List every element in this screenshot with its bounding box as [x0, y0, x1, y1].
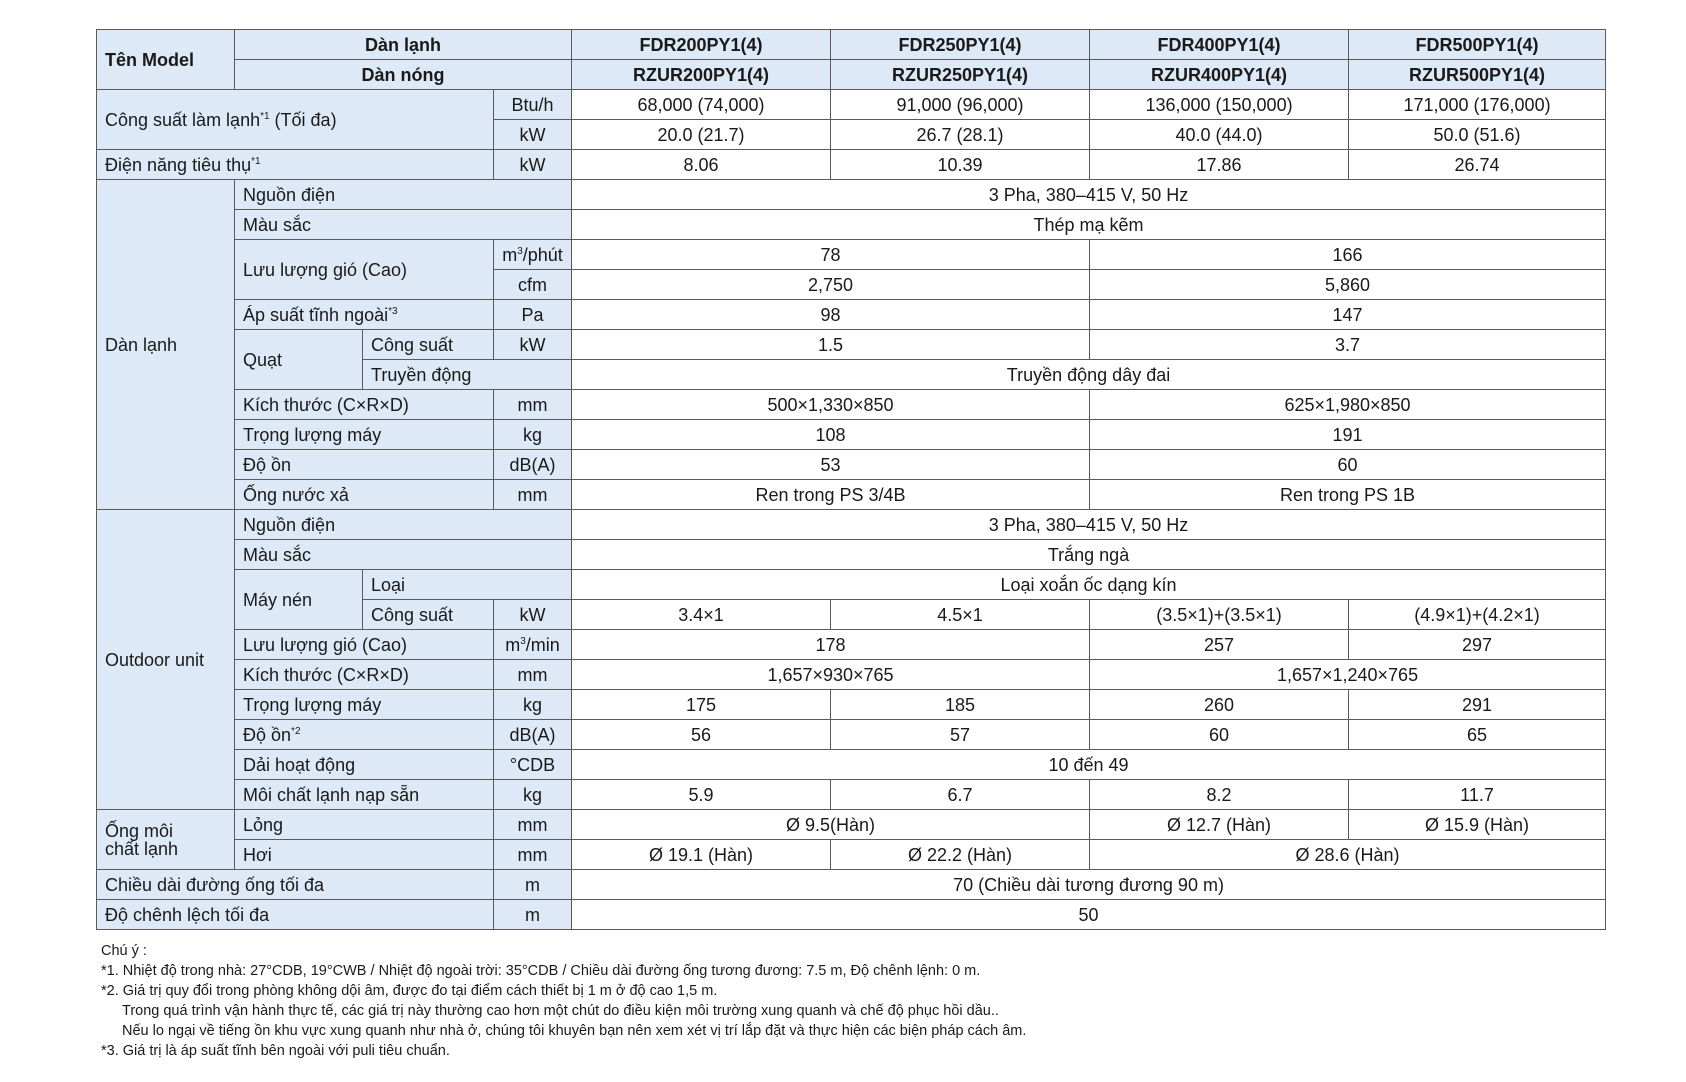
outdoor-power-source-row — [97, 510, 1606, 540]
outdoor-weight-value: 175 — [572, 690, 831, 720]
liquid-pipe-value: Ø 9.5(Hàn) — [572, 810, 1090, 840]
indoor-weight-label: Trọng lượng máy — [235, 420, 494, 450]
spec-table — [96, 29, 1606, 930]
indoor-model-1: FDR200PY1(4) — [572, 30, 831, 60]
max-pipe-length-row — [97, 870, 1606, 900]
outdoor-color-value: Trắng ngà — [572, 540, 1606, 570]
drain-pipe-row — [97, 480, 1606, 510]
max-height-diff-row — [97, 900, 1606, 930]
header-row-indoor — [97, 30, 1606, 60]
max-pipe-length-unit: m — [494, 870, 572, 900]
indoor-model-2: FDR250PY1(4) — [831, 30, 1090, 60]
liquid-pipe-value: Ø 12.7 (Hàn) — [1090, 810, 1349, 840]
indoor-noise-unit: dB(A) — [494, 450, 572, 480]
indoor-noise-value: 60 — [1090, 450, 1606, 480]
outdoor-noise-row — [97, 720, 1606, 750]
drain-pipe-value: Ren trong PS 1B — [1090, 480, 1606, 510]
outdoor-power-source-label: Nguồn điện — [235, 510, 572, 540]
power-consumption-row — [97, 150, 1606, 180]
gas-pipe-row — [97, 840, 1606, 870]
outdoor-weight-label: Trọng lượng máy — [235, 690, 494, 720]
indoor-weight-value: 108 — [572, 420, 1090, 450]
indoor-power-source-value: 3 Pha, 380–415 V, 50 Hz — [572, 180, 1606, 210]
outdoor-unit-header: Dàn nóng — [235, 60, 572, 90]
cooling-btu-value: 91,000 (96,000) — [831, 90, 1090, 120]
outdoor-dimensions-unit: mm — [494, 660, 572, 690]
notes-title: Chú ý : — [101, 943, 147, 959]
power-value: 26.74 — [1349, 150, 1606, 180]
cooling-capacity-row-btu — [97, 90, 1606, 120]
liquid-pipe-unit: mm — [494, 810, 572, 840]
compressor-capacity-value: (4.9×1)+(4.2×1) — [1349, 600, 1606, 630]
compressor-capacity-value: 3.4×1 — [572, 600, 831, 630]
indoor-power-source-row — [97, 180, 1606, 210]
drain-pipe-label: Ống nước xả — [235, 480, 494, 510]
indoor-airflow-row-m3 — [97, 240, 1606, 270]
gas-pipe-value: Ø 22.2 (Hàn) — [831, 840, 1090, 870]
refrigerant-charge-value: 5.9 — [572, 780, 831, 810]
cooling-unit-btu: Btu/h — [494, 90, 572, 120]
indoor-dimensions-value: 500×1,330×850 — [572, 390, 1090, 420]
refrigerant-charge-value: 11.7 — [1349, 780, 1606, 810]
static-pressure-label: Áp suất tĩnh ngoài$^{*3}$ — [235, 300, 494, 330]
outdoor-airflow-value: 297 — [1349, 630, 1606, 660]
outdoor-airflow-value: 257 — [1090, 630, 1349, 660]
refrigerant-charge-row — [97, 780, 1606, 810]
footnotes — [101, 941, 1601, 1061]
outdoor-weight-value: 260 — [1090, 690, 1349, 720]
model-name-header: Tên Model — [97, 30, 235, 90]
liquid-pipe-row — [97, 810, 1606, 840]
indoor-weight-value: 191 — [1090, 420, 1606, 450]
outdoor-airflow-label: Lưu lượng gió (Cao) — [235, 630, 494, 660]
outdoor-noise-label: Độ ồn$^{*2}$ — [235, 720, 494, 750]
static-pressure-row — [97, 300, 1606, 330]
indoor-color-label: Màu sắc — [235, 210, 572, 240]
operating-range-value: 10 đến 49 — [572, 750, 1606, 780]
note-2: *2. Giá trị quy đổi trong phòng không dội âm, được đo tại điểm cách thiết bị 1 m ở độ cao 1,5 m. — [101, 983, 718, 999]
indoor-dimensions-label: Kích thước (C×R×D) — [235, 390, 494, 420]
operating-range-row — [97, 750, 1606, 780]
indoor-noise-label: Độ ồn — [235, 450, 494, 480]
indoor-airflow-cfm-value: 2,750 — [572, 270, 1090, 300]
refrigerant-charge-unit: kg — [494, 780, 572, 810]
outdoor-weight-row — [97, 690, 1606, 720]
gas-pipe-value: Ø 19.1 (Hàn) — [572, 840, 831, 870]
outdoor-color-row — [97, 540, 1606, 570]
outdoor-weight-unit: kg — [494, 690, 572, 720]
indoor-noise-row — [97, 450, 1606, 480]
outdoor-noise-value: 56 — [572, 720, 831, 750]
refrigerant-charge-value: 6.7 — [831, 780, 1090, 810]
outdoor-airflow-row — [97, 630, 1606, 660]
refrigerant-charge-value: 8.2 — [1090, 780, 1349, 810]
indoor-noise-value: 53 — [572, 450, 1090, 480]
note-2-detail-b: Nếu lo ngại về tiếng ồn khu vực xung quanh như nhà ở, chúng tôi khuyên bạn nên xem xét vị trí lắp đặt và thực hiện các biện pháp cách âm. — [122, 1023, 1027, 1039]
drain-pipe-unit: mm — [494, 480, 572, 510]
indoor-power-source-label: Nguồn điện — [235, 180, 572, 210]
max-pipe-length-value: 70 (Chiều dài tương đương 90 m) — [572, 870, 1606, 900]
compressor-label: Máy nén — [235, 570, 363, 630]
indoor-color-row — [97, 210, 1606, 240]
outdoor-model-2: RZUR250PY1(4) — [831, 60, 1090, 90]
outdoor-dimensions-row — [97, 660, 1606, 690]
note-2-detail-a: Trong quá trình vận hành thực tế, các giá trị này thường cao hơn một chút do điều kiện môi trường xung quanh và chế độ phục hồi dầu.. — [122, 1003, 999, 1019]
outdoor-airflow-value: 178 — [572, 630, 1090, 660]
compressor-type-label: Loại — [363, 570, 572, 600]
cooling-kw-value: 26.7 (28.1) — [831, 120, 1090, 150]
fan-capacity-value: 1.5 — [572, 330, 1090, 360]
indoor-model-4: FDR500PY1(4) — [1349, 30, 1606, 60]
gas-pipe-value: Ø 28.6 (Hàn) — [1090, 840, 1606, 870]
outdoor-noise-unit: dB(A) — [494, 720, 572, 750]
power-unit: kW — [494, 150, 572, 180]
indoor-dimensions-row — [97, 390, 1606, 420]
fan-drive-label: Truyền động — [363, 360, 572, 390]
fan-capacity-unit: kW — [494, 330, 572, 360]
outdoor-dimensions-label: Kích thước (C×R×D) — [235, 660, 494, 690]
compressor-capacity-label: Công suất — [363, 600, 494, 630]
outdoor-weight-value: 185 — [831, 690, 1090, 720]
refrigerant-pipe-label: Ống môi chất lạnh — [97, 810, 235, 870]
power-value: 17.86 — [1090, 150, 1349, 180]
cooling-capacity-label: Công suất làm lạnh$^{*1}$ (Tối đa) — [97, 90, 494, 150]
indoor-airflow-cfm-value: 5,860 — [1090, 270, 1606, 300]
indoor-group-label: Dàn lạnh — [97, 180, 235, 510]
indoor-dimensions-unit: mm — [494, 390, 572, 420]
header-row-outdoor — [97, 60, 1606, 90]
max-height-diff-unit: m — [494, 900, 572, 930]
compressor-type-value: Loại xoắn ốc dạng kín — [572, 570, 1606, 600]
fan-label: Quạt — [235, 330, 363, 390]
indoor-airflow-unit-m3: $m^3$/phút — [494, 240, 572, 270]
cooling-kw-value: 50.0 (51.6) — [1349, 120, 1606, 150]
outdoor-power-source-value: 3 Pha, 380–415 V, 50 Hz — [572, 510, 1606, 540]
indoor-dimensions-value: 625×1,980×850 — [1090, 390, 1606, 420]
outdoor-dimensions-value: 1,657×930×765 — [572, 660, 1090, 690]
gas-pipe-label: Hơi — [235, 840, 494, 870]
static-pressure-unit: Pa — [494, 300, 572, 330]
indoor-airflow-unit-cfm: cfm — [494, 270, 572, 300]
cooling-btu-value: 136,000 (150,000) — [1090, 90, 1349, 120]
outdoor-model-1: RZUR200PY1(4) — [572, 60, 831, 90]
liquid-pipe-label: Lỏng — [235, 810, 494, 840]
outdoor-model-4: RZUR500PY1(4) — [1349, 60, 1606, 90]
indoor-model-3: FDR400PY1(4) — [1090, 30, 1349, 60]
cooling-btu-value: 171,000 (176,000) — [1349, 90, 1606, 120]
outdoor-dimensions-value: 1,657×1,240×765 — [1090, 660, 1606, 690]
outdoor-model-3: RZUR400PY1(4) — [1090, 60, 1349, 90]
cooling-kw-value: 40.0 (44.0) — [1090, 120, 1349, 150]
outdoor-noise-value: 57 — [831, 720, 1090, 750]
outdoor-group-label: Outdoor unit — [97, 510, 235, 810]
indoor-airflow-value: 166 — [1090, 240, 1606, 270]
max-pipe-length-label: Chiều dài đường ống tối đa — [97, 870, 494, 900]
max-height-diff-label: Độ chênh lệch tối đa — [97, 900, 494, 930]
static-pressure-value: 98 — [572, 300, 1090, 330]
outdoor-noise-value: 60 — [1090, 720, 1349, 750]
drain-pipe-value: Ren trong PS 3/4B — [572, 480, 1090, 510]
indoor-airflow-label: Lưu lượng gió (Cao) — [235, 240, 494, 300]
fan-capacity-label: Công suất — [363, 330, 494, 360]
operating-range-label: Dải hoạt động — [235, 750, 494, 780]
compressor-type-row — [97, 570, 1606, 600]
static-pressure-value: 147 — [1090, 300, 1606, 330]
refrigerant-charge-label: Môi chất lạnh nạp sẵn — [235, 780, 494, 810]
compressor-capacity-value: (3.5×1)+(3.5×1) — [1090, 600, 1349, 630]
note-3: *3. Giá trị là áp suất tĩnh bên ngoài với puli tiêu chuẩn. — [101, 1043, 450, 1059]
cooling-btu-value: 68,000 (74,000) — [572, 90, 831, 120]
gas-pipe-unit: mm — [494, 840, 572, 870]
indoor-weight-row — [97, 420, 1606, 450]
cooling-kw-value: 20.0 (21.7) — [572, 120, 831, 150]
fan-drive-value: Truyền động dây đai — [572, 360, 1606, 390]
outdoor-noise-value: 65 — [1349, 720, 1606, 750]
fan-capacity-row — [97, 330, 1606, 360]
note-1: *1. Nhiệt độ trong nhà: 27°CDB, 19°CWB / Nhiệt độ ngoài trời: 35°CDB / Chiều dài đường ống tương đương: 7.5 m, Độ chênh lệnh: 0 m. — [101, 963, 981, 979]
power-value: 8.06 — [572, 150, 831, 180]
indoor-unit-header: Dàn lạnh — [235, 30, 572, 60]
cooling-unit-kw: kW — [494, 120, 572, 150]
fan-capacity-value: 3.7 — [1090, 330, 1606, 360]
max-height-diff-value: 50 — [572, 900, 1606, 930]
power-value: 10.39 — [831, 150, 1090, 180]
operating-range-unit: °CDB — [494, 750, 572, 780]
indoor-airflow-value: 78 — [572, 240, 1090, 270]
liquid-pipe-value: Ø 15.9 (Hàn) — [1349, 810, 1606, 840]
outdoor-color-label: Màu sắc — [235, 540, 572, 570]
indoor-color-value: Thép mạ kẽm — [572, 210, 1606, 240]
compressor-capacity-value: 4.5×1 — [831, 600, 1090, 630]
compressor-capacity-unit: kW — [494, 600, 572, 630]
indoor-weight-unit: kg — [494, 420, 572, 450]
power-consumption-label: Điện năng tiêu thụ$^{*1}$ — [97, 150, 494, 180]
outdoor-weight-value: 291 — [1349, 690, 1606, 720]
outdoor-airflow-unit: $m^3/\min$ — [494, 630, 572, 660]
